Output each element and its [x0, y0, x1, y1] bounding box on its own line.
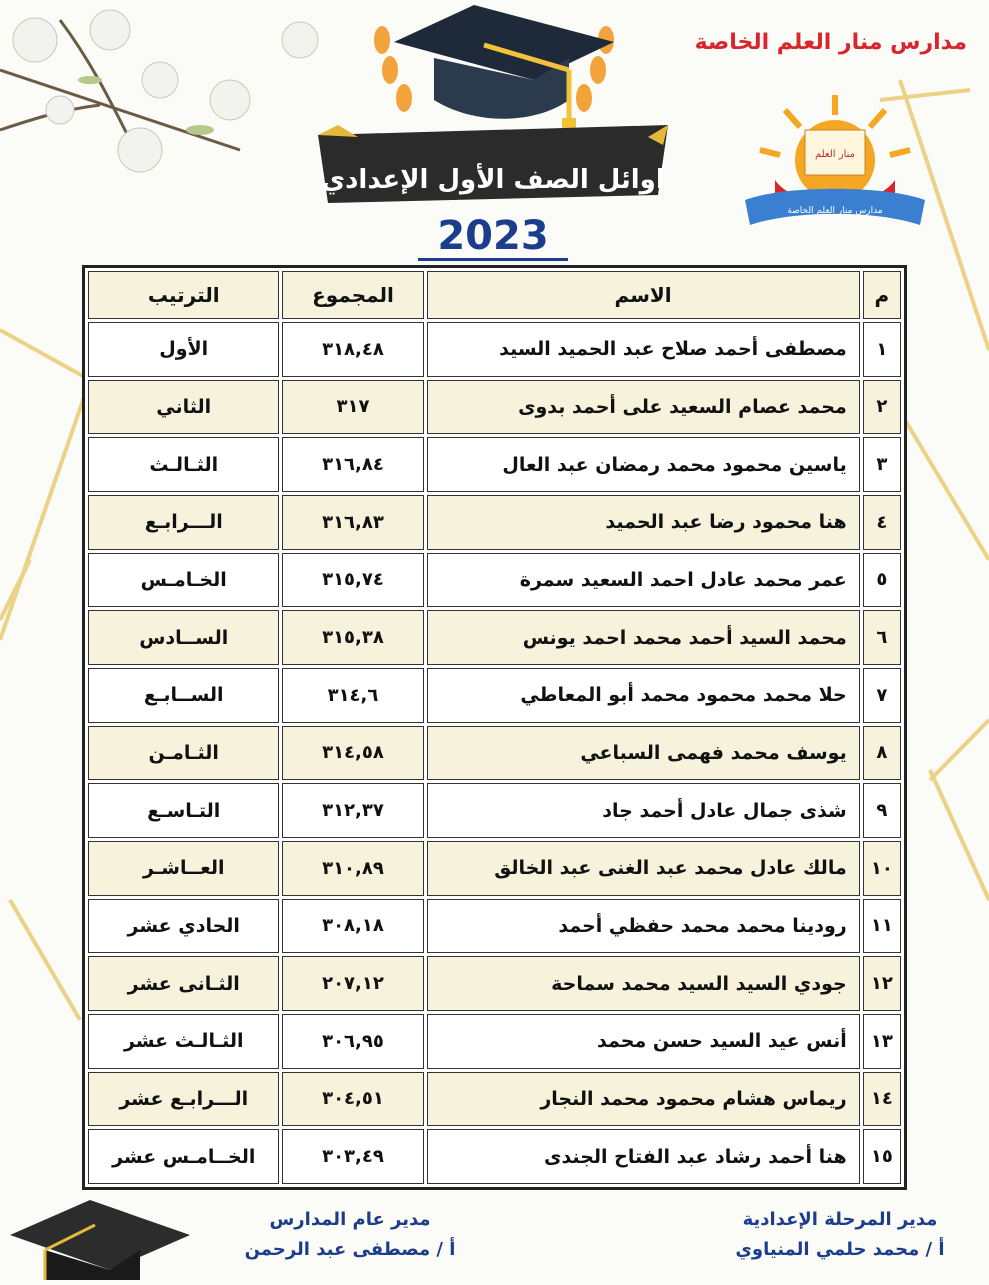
cell-number: ١٢: [863, 956, 901, 1011]
cell-name: أنس عيد السيد حسن محمد: [427, 1014, 860, 1069]
cell-rank: العــاشـر: [88, 841, 279, 896]
cell-number: ١٣: [863, 1014, 901, 1069]
signature-stage-manager: [705, 1205, 975, 1265]
cell-total: ٣١٠,٨٩: [282, 841, 423, 896]
cell-total: ٣٠٤,٥١: [282, 1072, 423, 1127]
cell-name: عمر محمد عادل احمد السعيد سمرة: [427, 553, 860, 608]
table-row: [88, 1014, 901, 1069]
cell-name: محمد عصام السعيد على أحمد بدوى: [427, 380, 860, 435]
table-row: [88, 322, 901, 377]
cell-total: ٣٠٨,١٨: [282, 899, 423, 954]
cell-number: ١٥: [863, 1129, 901, 1184]
cell-total: ٣١٦,٨٤: [282, 437, 423, 492]
cell-total: ٢٠٧,١٢: [282, 956, 423, 1011]
cell-total: ٣١٥,٧٤: [282, 553, 423, 608]
cell-number: ١٤: [863, 1072, 901, 1127]
cell-rank: التـاسـع: [88, 783, 279, 838]
cell-name: رودينا محمد محمد حفظي أحمد: [427, 899, 860, 954]
table-row: [88, 899, 901, 954]
table-row: [88, 1072, 901, 1127]
cell-rank: الثـانى عشر: [88, 956, 279, 1011]
cell-rank: الســابـع: [88, 668, 279, 723]
table-row: [88, 783, 901, 838]
ranking-table: [82, 265, 907, 1190]
cell-total: ٣٠٣,٤٩: [282, 1129, 423, 1184]
cell-name: شذى جمال عادل أحمد جاد: [427, 783, 860, 838]
cell-name: جودي السيد السيد محمد سماحة: [427, 956, 860, 1011]
year-label: 2023: [418, 214, 568, 261]
cell-number: ١١: [863, 899, 901, 954]
signature-right-name: أ / محمد حلمي المنياوي: [735, 1239, 945, 1260]
cell-rank: الـــرابـع: [88, 495, 279, 550]
header-total: المجموع: [282, 271, 423, 319]
table-row: [88, 841, 901, 896]
signature-left-name: أ / مصطفى عبد الرحمن: [244, 1239, 456, 1260]
cell-number: ٩: [863, 783, 901, 838]
cell-total: ٣١٥,٣٨: [282, 610, 423, 665]
cell-name: يوسف محمد فهمى السباعي: [427, 726, 860, 781]
table-row: [88, 610, 901, 665]
cell-name: ريماس هشام محمود محمد النجار: [427, 1072, 860, 1127]
signature-general-manager: [220, 1205, 480, 1265]
cell-number: ٤: [863, 495, 901, 550]
school-name: مدارس منار العلم الخاصة: [694, 30, 967, 55]
cell-number: ٨: [863, 726, 901, 781]
header-rank: الترتيب: [88, 271, 279, 319]
cell-total: ٣٠٦,٩٥: [282, 1014, 423, 1069]
cell-number: ١: [863, 322, 901, 377]
cell-rank: الثـالـث عشر: [88, 1014, 279, 1069]
table-header-row: [88, 271, 901, 319]
cell-name: مالك عادل محمد عبد الغنى عبد الخالق: [427, 841, 860, 896]
header-number: م: [863, 271, 901, 319]
cell-rank: الخــامـس عشر: [88, 1129, 279, 1184]
cell-name: هنا أحمد رشاد عبد الفتاح الجندى: [427, 1129, 860, 1184]
table-row: [88, 726, 901, 781]
cell-rank: الـــرابـع عشر: [88, 1072, 279, 1127]
cell-name: مصطفى أحمد صلاح عبد الحميد السيد: [427, 322, 860, 377]
cell-total: ٣١٨,٤٨: [282, 322, 423, 377]
cell-total: ٣١٦,٨٣: [282, 495, 423, 550]
cell-rank: الخـامـس: [88, 553, 279, 608]
signature-left-title: مدير عام المدارس: [269, 1209, 431, 1230]
cell-total: ٣١٢,٣٧: [282, 783, 423, 838]
cell-number: ٦: [863, 610, 901, 665]
table-row: [88, 553, 901, 608]
cell-number: ٢: [863, 380, 901, 435]
table-row: [88, 380, 901, 435]
cell-total: ٣١٤,٥٨: [282, 726, 423, 781]
logo-ribbon-text: مدارس منار العلم الخاصة: [787, 206, 883, 216]
cell-rank: الحادي عشر: [88, 899, 279, 954]
cell-rank: الثاني: [88, 380, 279, 435]
flower-branch-decoration: [0, 0, 330, 210]
cell-total: ٣١٧: [282, 380, 423, 435]
table-row: [88, 1129, 901, 1184]
logo-top-text: منار العلم: [814, 149, 856, 160]
cell-number: ٧: [863, 668, 901, 723]
table-row: [88, 668, 901, 723]
graduation-cap-bottom-icon: [0, 1195, 200, 1285]
school-logo: [745, 85, 925, 235]
cell-name: هنا محمود رضا عبد الحميد: [427, 495, 860, 550]
cell-rank: الثـالـث: [88, 437, 279, 492]
cell-rank: الثـامـن: [88, 726, 279, 781]
cell-rank: الأول: [88, 322, 279, 377]
cell-name: حلا محمد محمود محمد أبو المعاطي: [427, 668, 860, 723]
page-title: اوائل الصف الأول الإعدادي: [321, 165, 665, 195]
cell-number: ١٠: [863, 841, 901, 896]
cell-number: ٣: [863, 437, 901, 492]
graduation-cap-icon: [364, 0, 624, 130]
table-row: [88, 437, 901, 492]
cell-total: ٣١٤,٦: [282, 668, 423, 723]
table-row: [88, 495, 901, 550]
header-name: الاسم: [427, 271, 860, 319]
cell-name: ياسين محمود محمد رمضان عبد العال: [427, 437, 860, 492]
table-row: [88, 956, 901, 1011]
cell-number: ٥: [863, 553, 901, 608]
cell-rank: الســادس: [88, 610, 279, 665]
cell-name: محمد السيد أحمد محمد احمد يونس: [427, 610, 860, 665]
signature-right-title: مدير المرحلة الإعدادية: [742, 1209, 938, 1230]
